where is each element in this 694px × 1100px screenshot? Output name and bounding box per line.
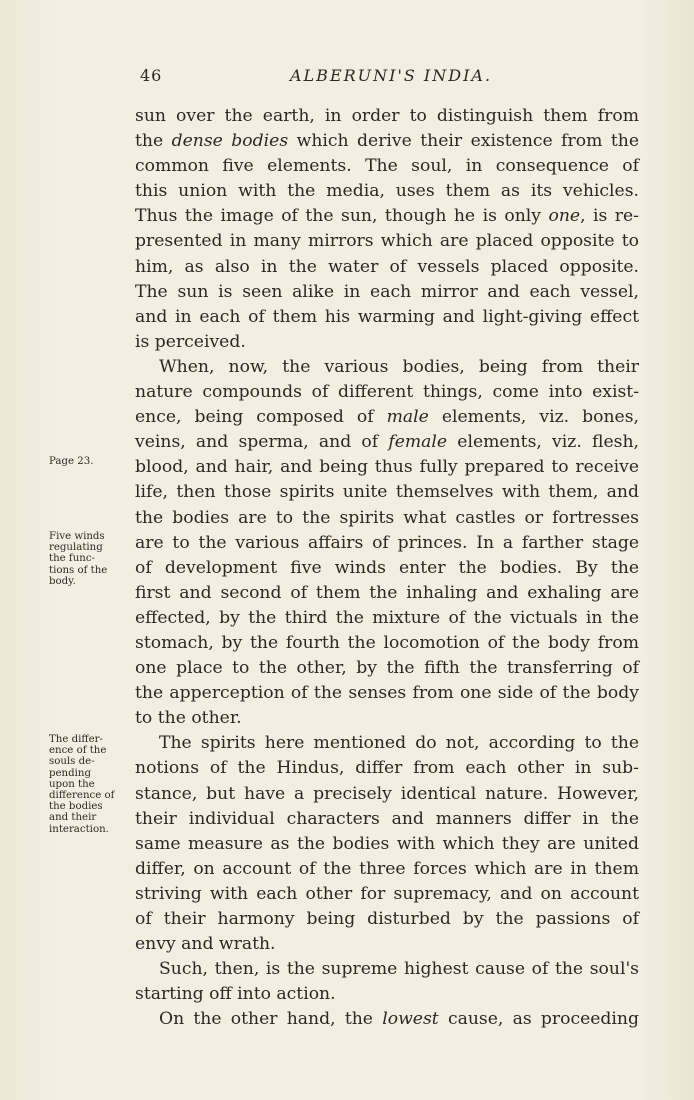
margin-note-line: regulating xyxy=(49,542,103,554)
text-line: veins, and sperma, and of female elements, viz. flesh, xyxy=(135,432,639,453)
italic-phrase: dense bodies xyxy=(171,131,289,152)
margin-note-line: interaction. xyxy=(49,823,109,835)
text-line: When, now, the various bodies, being from their xyxy=(159,356,639,377)
margin-note-line: tions of the xyxy=(49,564,108,576)
text-line: common five elements. The soul, in consequence of xyxy=(135,156,639,177)
margin-note-line: upon the xyxy=(49,778,95,790)
text-line: The sun is seen alike in each mirror and each vessel, xyxy=(135,281,639,302)
text-line: and in each of them his warming and light-giving effect xyxy=(135,306,639,327)
text-line: are to the various affairs of princes. In a farther stage xyxy=(135,532,639,553)
text-line: him, as also in the water of vessels placed opposite. xyxy=(135,256,639,277)
text-line: the dense bodies which derive their existence from the xyxy=(135,131,639,152)
page-header xyxy=(0,66,694,90)
margin-note-line: Five winds xyxy=(49,531,105,542)
text-line: their individual characters and manners differ in the xyxy=(135,808,639,829)
body-text xyxy=(135,104,639,1032)
margin-note-line: pending xyxy=(49,767,91,779)
text-line: presented in many mirrors which are placed opposite to xyxy=(135,231,639,252)
text-line: differ, on account of the three forces which are in them xyxy=(135,858,639,879)
text-line: Such, then, is the supreme highest cause of the soul's xyxy=(159,959,639,980)
italic-phrase: one xyxy=(548,206,581,227)
text-line: envy and wrath. xyxy=(135,934,276,955)
text-line: to the other. xyxy=(135,708,242,729)
text-line: same measure as the bodies with which they are united xyxy=(135,833,639,854)
margin-note-page-ref xyxy=(49,456,131,467)
margin-note-line: difference of xyxy=(49,790,115,802)
text-line: first and second of them the inhaling and exhaling are xyxy=(135,582,639,603)
text-line: striving with each other for supremacy, and on account xyxy=(135,883,639,904)
text-line: notions of the Hindus, differ from each other in sub- xyxy=(135,758,639,779)
page-number: 46 xyxy=(140,66,163,85)
margin-note-line: the func- xyxy=(49,553,95,565)
margin-note-five-winds xyxy=(49,531,131,587)
margin-note-line: Page 23. xyxy=(49,456,94,467)
italic-phrase: female xyxy=(388,432,448,453)
text-line: sun over the earth, in order to distinguish them from xyxy=(135,106,639,126)
running-title: ALBERUNI'S INDIA. xyxy=(290,66,493,85)
text-line: Thus the image of the sun, though he is only one, is re- xyxy=(135,206,639,227)
text-line: the apperception of the senses from one side of the body xyxy=(135,683,639,704)
text-line: is perceived. xyxy=(135,331,246,352)
text-line: of development five winds enter the bodies. By the xyxy=(135,557,639,578)
text-line: effected, by the third the mixture of the victuals in the xyxy=(135,607,639,628)
text-line: the bodies are to the spirits what castles or fortresses xyxy=(135,507,639,528)
margin-note-line: The differ- xyxy=(49,734,103,745)
text-line: life, then those spirits unite themselves with them, and xyxy=(135,482,639,503)
text-line: ence, being composed of male elements, viz. bones, xyxy=(135,407,639,428)
margin-note-line: the bodies xyxy=(49,801,103,813)
text-line: blood, and hair, and being thus fully prepared to receive xyxy=(135,457,639,478)
text-line: nature compounds of different things, come into exist- xyxy=(135,382,639,403)
margin-note-line: body. xyxy=(49,575,76,587)
text-line: starting off into action. xyxy=(135,984,336,1005)
text-line: stance, but have a precisely identical nature. However, xyxy=(135,783,639,804)
margin-note-line: ence of the xyxy=(49,745,107,757)
text-line: stomach, by the fourth the locomotion of the body from xyxy=(135,632,639,653)
text-line: one place to the other, by the fifth the transferring of xyxy=(135,658,639,679)
text-line: this union with the media, uses them as its vehicles. xyxy=(135,181,639,202)
margin-note-line: and their xyxy=(49,812,97,824)
margin-note-line: souls de- xyxy=(49,756,95,768)
text-line: On the other hand, the lowest cause, as proceeding xyxy=(159,1009,639,1030)
italic-phrase: male xyxy=(386,407,429,428)
text-line: of their harmony being disturbed by the passions of xyxy=(135,909,639,929)
text-line: The spirits here mentioned do not, according to the xyxy=(159,733,639,754)
margin-note-souls xyxy=(49,734,131,835)
italic-phrase: lowest xyxy=(382,1009,439,1030)
